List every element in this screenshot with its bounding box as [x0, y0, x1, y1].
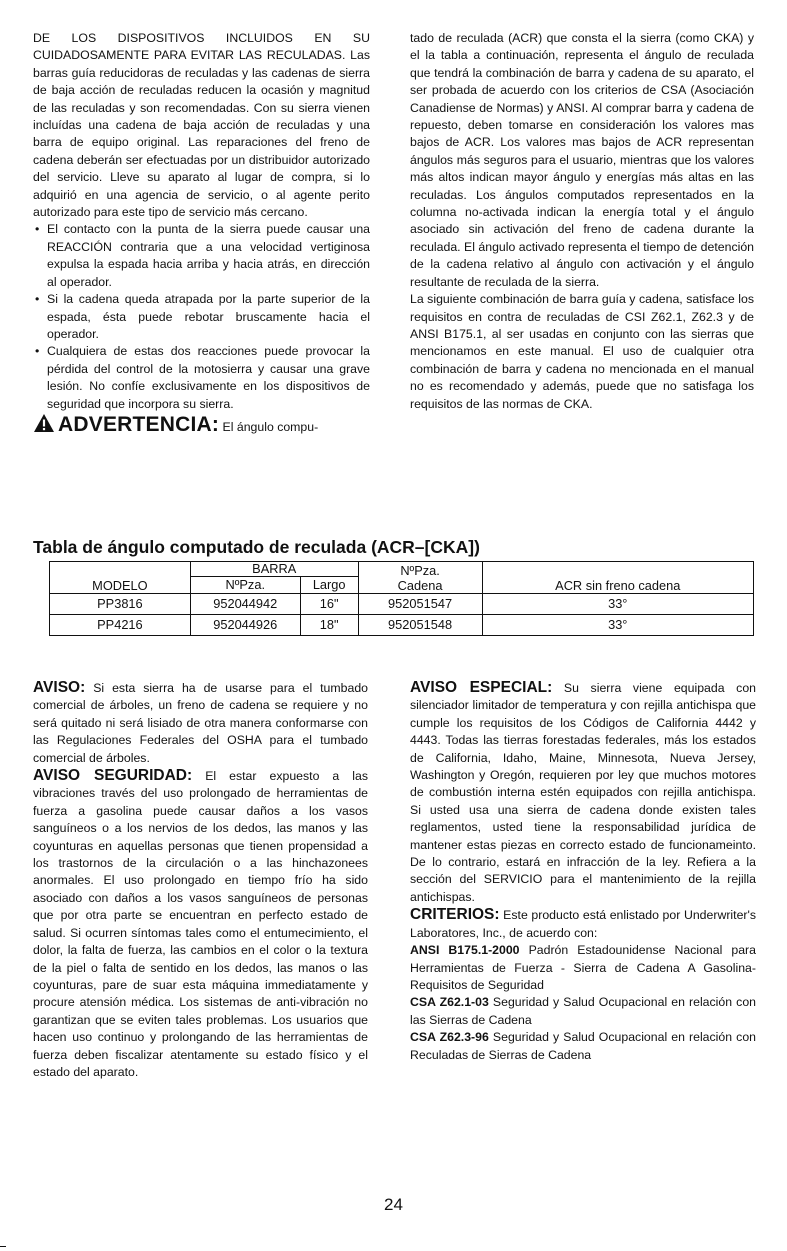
header-modelo-cell — [50, 562, 191, 594]
cell-modelo: PP3816 — [50, 594, 191, 615]
standard-code: ANSI B175.1-2000 — [410, 943, 520, 958]
warning-text: El ángulo compu- — [222, 419, 319, 434]
standard-item — [410, 1029, 756, 1064]
header-acr-cell — [482, 562, 753, 594]
page-number: 24 — [384, 1195, 403, 1214]
table-row — [50, 594, 754, 615]
table-title: Tabla de ángulo computado de reculada (ACR–[CKA]) — [33, 537, 480, 557]
acr-explanation-paragraph: tado de reculada (ACR) que consta el la sierra (como CKA) y el la tabla a continuación, representa el ángulo de reculada que tendrá la combinación de barra y cadena de su aparato, el ser probada de acuerdo con los criterios de CSA (Asociación Canadiense de Normas) y ANSI. Al comprar barra y cadena de repuesto, deben tomarse en consideración los valores mas bajos de ACR. Los valores mas bajos de ACR representan ángulos más seguros para el usuario, mientras que los valores más altos indican mayor ángulo y energías más altas en las reculadas. Los ángulos computados representados en la columna no-activada indican la energía total y el ángulo asociado sin activación del freno de cadena durante la reculada. El ángulo activado representa el tiempo de detención de la cadena relativo al ángulo con activación y el ángulo resultante de reculada de la sierra. — [410, 31, 754, 289]
criterios-paragraph — [410, 906, 756, 942]
cell-acr: 33° — [482, 594, 753, 615]
aviso-heading: AVISO: — [33, 679, 86, 696]
header-barra: BARRA — [190, 562, 358, 577]
corner-mark — [0, 1246, 6, 1247]
especial-heading: AVISO ESPECIAL: — [410, 679, 553, 696]
standard-text: Padrón Estadounidense Nacional para Herramientas de Fuerza - Sierra de Cadena A Gasolina-Requisitos de Seguridad — [410, 943, 756, 992]
bullet-item: • Cualquiera de estas dos reacciones puede provocar la pérdida del control de la motosierra y causar una grave lesión. No confíe exclusivamente en los dispositivos de seguridad que incorpora su sierra. — [33, 343, 370, 413]
cell-barra-npza: 952044942 — [190, 594, 300, 615]
especial-paragraph — [410, 679, 756, 906]
cell-barra-npza: 952044926 — [190, 615, 300, 636]
seguridad-heading: AVISO SEGURIDAD: — [33, 767, 193, 785]
aviso-paragraph — [33, 679, 368, 767]
combination-paragraph: La siguiente combinación de barra guía y cadena, satisface los requisitos en contra de reculadas de CSI Z62.1, Z62.3 y de ANSI B175.1, al ser usadas en conjunto con las sierras que mencionamos en este manual. El uso de cualquier otra combinación de barra y cadena no mencionada en el manual no es recomendado y además, puede que no satisfaga los requisitos de las normas de CKA. — [410, 292, 754, 411]
header-barra-largo: Largo — [300, 577, 358, 594]
seguridad-text: El estar expuesto a las vibraciones través del uso prolongado de herramientas de fuerza a gasolina puede causar daños a los vasos sanguíneos o a los nervios de los dedos, las manos y las coyunturas en aquellas personas que tienen propensidad a los trastornos de la circulación o a las hinchazonees anormales. El uso prolongado en tiempo frío ha sido asociado con daños a los vasos sanguíneos de personas que por otra parte se encuentran en perfecto estado de salud. Si ocurren síntomas tales como el entumecimiento, el dolor, la falta de fuerza, las cambios en el color o la textura de la piel o falta de sentido en los dedos, las manos o las coyunturas, pare de suar esta máquina immediatamente y procure atensión médica. Los sistemas de anti-vibración no garantizan que se eviten tales problemas. Los usuarios que hacen uso continuo y prolongando de las herramientas de fuerza deben fiscalizar atentamente su estado físico y el estado del aparato. — [33, 769, 369, 1079]
especial-text: Su sierra viene equipada con silenciador limitador de temperatura y con rejilla antichispa que cumple los requisitos de los Códigos de California 4442 y 4443. Todas las tierras forestadas federales, más los estados de California, Idaho, Maine, Minnesota, Nueva Jersey, Washington y Oregón, requieren por ley que muchos motores de combustión interna estén equipados con rejilla antichispa. Si usted usa una sierra de cadena donde existen tales reglamentos, usted tiene la responsabilidad jurídica de mantener estas piezas en correcto estado de funcionameinto. De lo contrario, estará en infracción de la ley. Refiera a la sección del SERVICIO para el mantenimiento de la rejilla antichispas. — [410, 681, 756, 904]
warning-heading: ADVERTENCIA: — [58, 412, 220, 436]
right-bottom-column — [410, 679, 756, 1064]
standard-item — [410, 942, 756, 994]
standard-code: CSA Z62.1-03 — [410, 995, 489, 1010]
right-top-column — [410, 30, 754, 413]
cell-acr: 33° — [482, 615, 753, 636]
header-cadena-npza: NºPza. — [400, 562, 440, 578]
header-cadena-cell — [358, 562, 482, 594]
bullet-item: • El contacto con la punta de la sierra puede causar una REACCIÓN contraria que a una velocidad vertiginosa expulsa la espada hacia arriba y hacia atrás, en dirección al operador. — [33, 221, 370, 291]
criterios-heading: CRITERIOS: — [410, 906, 500, 924]
kickback-intro-paragraph: DE LOS DISPOSITIVOS INCLUIDOS EN SU CUIDADOSAMENTE PARA EVITAR LAS RECULADAS. Las barras guía reducidoras de reculadas y las cadenas de sierra de baja acción de reculadas reducen la ocasión y magnitud de las reculadas y son recomendadas. Con su sierra vienen incluídas una cadena de baja acción de reculadas y una barra de equipo original. Las reparaciones del freno de cadena deberán ser efectuadas por un distribuidor autorizado del servicio. Lleve su aparato al lugar de compra, si lo adquirió en una agencia de servicio, o al agente perito autorizado para este tipo de servicio más cercano. — [33, 31, 370, 220]
header-barra-npza: NºPza. — [190, 577, 300, 594]
bullet-item: • Si la cadena queda atrapada por la parte superior de la espada, ésta puede rebotar bruscamente hacia el operador. — [33, 291, 370, 343]
cell-modelo: PP4216 — [50, 615, 191, 636]
standard-text: Seguridad y Salud Ocupacional en relación con las Sierras de Cadena — [410, 995, 756, 1027]
left-top-column — [33, 30, 370, 438]
acr-table — [49, 561, 754, 636]
header-modelo: MODELO — [92, 578, 148, 593]
criterios-text: Este producto está enlistado por Underwriter's Laboratores, Inc., de acuerdo con: — [410, 908, 756, 940]
cell-largo: 18" — [300, 615, 358, 636]
aviso-text: Si esta sierra ha de usarse para el tumbado comercial de árboles, un freno de cadena se requiere y no será quitado ni será lisiado de otra manera conformarse con las Regulaciones Federales del OSHA para el tumbado comercial de árboles. — [33, 681, 368, 765]
seguridad-paragraph — [33, 767, 368, 1081]
kickback-bullet-list — [33, 221, 370, 412]
cell-cadena-npza: 952051547 — [358, 594, 482, 615]
standard-item — [410, 994, 756, 1029]
standard-text: Seguridad y Salud Ocupacional en relación con Reculadas de Sierras de Cadena — [410, 1030, 756, 1062]
warning-triangle-icon — [33, 413, 55, 433]
table-row — [50, 615, 754, 636]
left-bottom-column — [33, 679, 368, 1081]
cell-cadena-npza: 952051548 — [358, 615, 482, 636]
standard-code: CSA Z62.3-96 — [410, 1030, 489, 1045]
header-cadena: Cadena — [397, 577, 443, 593]
cell-largo: 16" — [300, 594, 358, 615]
warning-line — [33, 413, 370, 438]
header-acr: ACR sin freno cadena — [555, 578, 681, 593]
